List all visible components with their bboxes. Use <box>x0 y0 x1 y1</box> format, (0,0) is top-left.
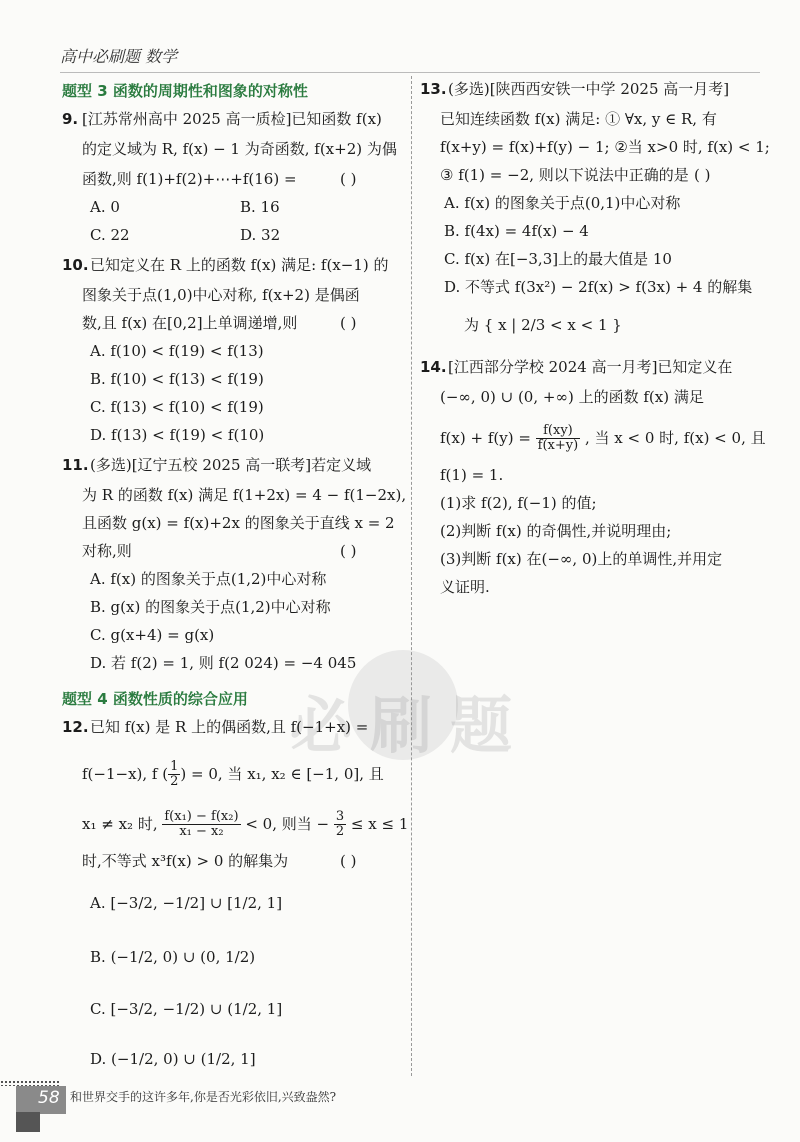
q10-answer-paren: ( ) <box>340 314 357 332</box>
q10-line3: 数,且 f(x) 在[0,2]上单调递增,则 <box>82 314 298 332</box>
q14-line3-b: , 当 x < 0 时, f(x) < 0, 且 <box>584 428 766 447</box>
q12-difference-quotient: $\frac{\text{f(x₁) − f(x₂)}}{\text{x₁ − x₂}}$ <box>164 809 239 840</box>
q13-number: 13. <box>420 80 447 98</box>
type3-heading: 题型 3 函数的周期性和图象的对称性 <box>62 82 308 100</box>
q14-fraction: $\frac{f(xy)}{f(x+y)}$ <box>537 423 579 454</box>
q10-option-b: B. f(10) < f(13) < f(19) <box>90 370 264 388</box>
q12-line1: 已知 f(x) 是 R 上的偶函数,且 f(−1+x) = <box>90 718 369 736</box>
type4-heading: 题型 4 函数性质的综合应用 <box>62 690 248 708</box>
q12-line2-a: f(−1−x), f <box>82 764 158 783</box>
q11-option-c: C. g(x+4) = g(x) <box>90 626 215 644</box>
q10-option-c: C. f(13) < f(10) < f(19) <box>90 398 264 416</box>
q12-option-d: D. (−1/2, 0) ∪ (1/2, 1] <box>90 1050 256 1068</box>
column-divider <box>411 76 412 1076</box>
q14-line3-a: f(x) + f(y) = <box>440 428 531 447</box>
q9-option-b: B. 16 <box>240 198 280 216</box>
q13-line4: ③ f(1) = −2, 则以下说法中正确的是 <box>440 166 689 184</box>
q13-option-d: D. 不等式 f(3x²) − 2f(x) > f(3x) + 4 的解集 <box>444 278 753 296</box>
q12-line3-c: ≤ x ≤ 1 <box>350 814 409 833</box>
q12-line2-b: = 0, 当 x₁, x₂ ∈ [−1, 0], 且 <box>191 764 384 783</box>
q12-line2: f(−1−x), f ( $\frac{1}{2}$ ) = 0, 当 x₁, x₂ ∈ [−1, 0], 且 <box>82 759 384 790</box>
q9-line1: [江苏常州高中 2025 高一质检]已知函数 f(x) <box>82 110 382 128</box>
q10-line1: 已知定义在 R 上的函数 f(x) 满足: f(x−1) 的 <box>90 256 389 274</box>
book-header: 高中必刷题 数学 <box>60 47 178 66</box>
q12-three-halves: $\frac{3}{2}$ <box>335 809 345 840</box>
q9-option-a: A. 0 <box>90 198 120 216</box>
q13-line1: (多选)[陕西西安铁一中学 2025 高一月考] <box>448 80 730 98</box>
q12-half-fraction: $\frac{1}{2}$ <box>170 759 179 790</box>
q14-line2: (−∞, 0) ∪ (0, +∞) 上的函数 f(x) 满足 <box>440 388 704 406</box>
q11-line1: (多选)[辽宁五校 2025 高一联考]若定义域 <box>90 456 372 474</box>
footer-slogan: 和世界交手的这许多年,你是否光彩依旧,兴致盎然? <box>70 1090 337 1104</box>
q14-line1: [江西部分学校 2024 高一月考]已知定义在 <box>448 358 733 376</box>
q10-line2: 图象关于点(1,0)中心对称, f(x+2) 是偶函 <box>82 286 360 304</box>
q11-option-a: A. f(x) 的图象关于点(1,2)中心对称 <box>90 570 327 588</box>
watermark-text: 必刷题 <box>290 689 531 762</box>
q11-option-b: B. g(x) 的图象关于点(1,2)中心对称 <box>90 598 331 616</box>
q14-line3 <box>440 424 766 454</box>
q10-option-d: D. f(13) < f(19) < f(10) <box>90 426 265 444</box>
q11-number: 11. <box>62 456 89 474</box>
q12-number: 12. <box>62 718 89 736</box>
q12-line3-a: x₁ ≠ x₂ 时, <box>82 814 158 833</box>
q14-part1: (1)求 f(2), f(−1) 的值; <box>440 494 597 512</box>
corner-block <box>16 1112 40 1132</box>
q10-option-a: A. f(10) < f(19) < f(13) <box>90 342 264 360</box>
q12-option-c: C. [−3/2, −1/2) ∪ (1/2, 1] <box>90 1000 283 1018</box>
q12-option-a: A. [−3/2, −1/2] ∪ [1/2, 1] <box>90 894 283 912</box>
q13-line3: f(x+y) = f(x)+f(y) − 1; ②当 x>0 时, f(x) < 1; <box>440 138 770 156</box>
q12-line3-b: < 0, 则当 − <box>245 814 330 833</box>
q13-option-a: A. f(x) 的图象关于点(0,1)中心对称 <box>444 194 681 212</box>
q12-line4: 时,不等式 x³f(x) > 0 的解集为 <box>82 852 289 870</box>
q13-answer-paren: ( ) <box>694 166 711 184</box>
q9-number: 9. <box>62 110 79 128</box>
q9-answer-paren: ( ) <box>340 170 357 188</box>
q11-line3: 且函数 g(x) = f(x)+2x 的图象关于直线 x = 2 <box>82 514 395 532</box>
q14-part2: (2)判断 f(x) 的奇偶性,并说明理由; <box>440 522 672 540</box>
q14-line4: f(1) = 1. <box>440 466 504 484</box>
q14-part4: 义证明. <box>440 578 490 596</box>
q13-option-d-cont: 为 { x | 2/3 < x < 1 } <box>464 316 622 334</box>
q12-answer-paren: ( ) <box>340 852 357 870</box>
q11-answer-paren: ( ) <box>340 542 357 560</box>
q13-option-b: B. f(4x) = 4f(x) − 4 <box>444 222 589 240</box>
q11-line4: 对称,则 <box>82 542 132 560</box>
q13-option-c: C. f(x) 在[−3,3]上的最大值是 10 <box>444 250 672 268</box>
q9-option-c: C. 22 <box>90 226 130 244</box>
header-rule <box>60 72 760 73</box>
q10-number: 10. <box>62 256 89 274</box>
q14-part3: (3)判断 f(x) 在(−∞, 0)上的单调性,并用定 <box>440 550 723 568</box>
q12-option-b: B. (−1/2, 0) ∪ (0, 1/2) <box>90 948 256 966</box>
q9-line3: 函数,则 f(1)+f(2)+⋯+f(16) = <box>82 170 297 188</box>
q9-line2: 的定义域为 R, f(x) − 1 为奇函数, f(x+2) 为偶 <box>82 140 397 158</box>
q11-option-d: D. 若 f(2) = 1, 则 f(2 024) = −4 045 <box>90 654 357 672</box>
q9-option-d: D. 32 <box>240 226 281 244</box>
page-number: 58 <box>38 1088 60 1108</box>
q14-number: 14. <box>420 358 447 376</box>
q11-line2: 为 R 的函数 f(x) 满足 f(1+2x) = 4 − f(1−2x), <box>82 486 407 504</box>
q12-line3 <box>82 810 408 840</box>
q13-line2: 已知连续函数 f(x) 满足: ① ∀x, y ∈ R, 有 <box>440 110 717 128</box>
